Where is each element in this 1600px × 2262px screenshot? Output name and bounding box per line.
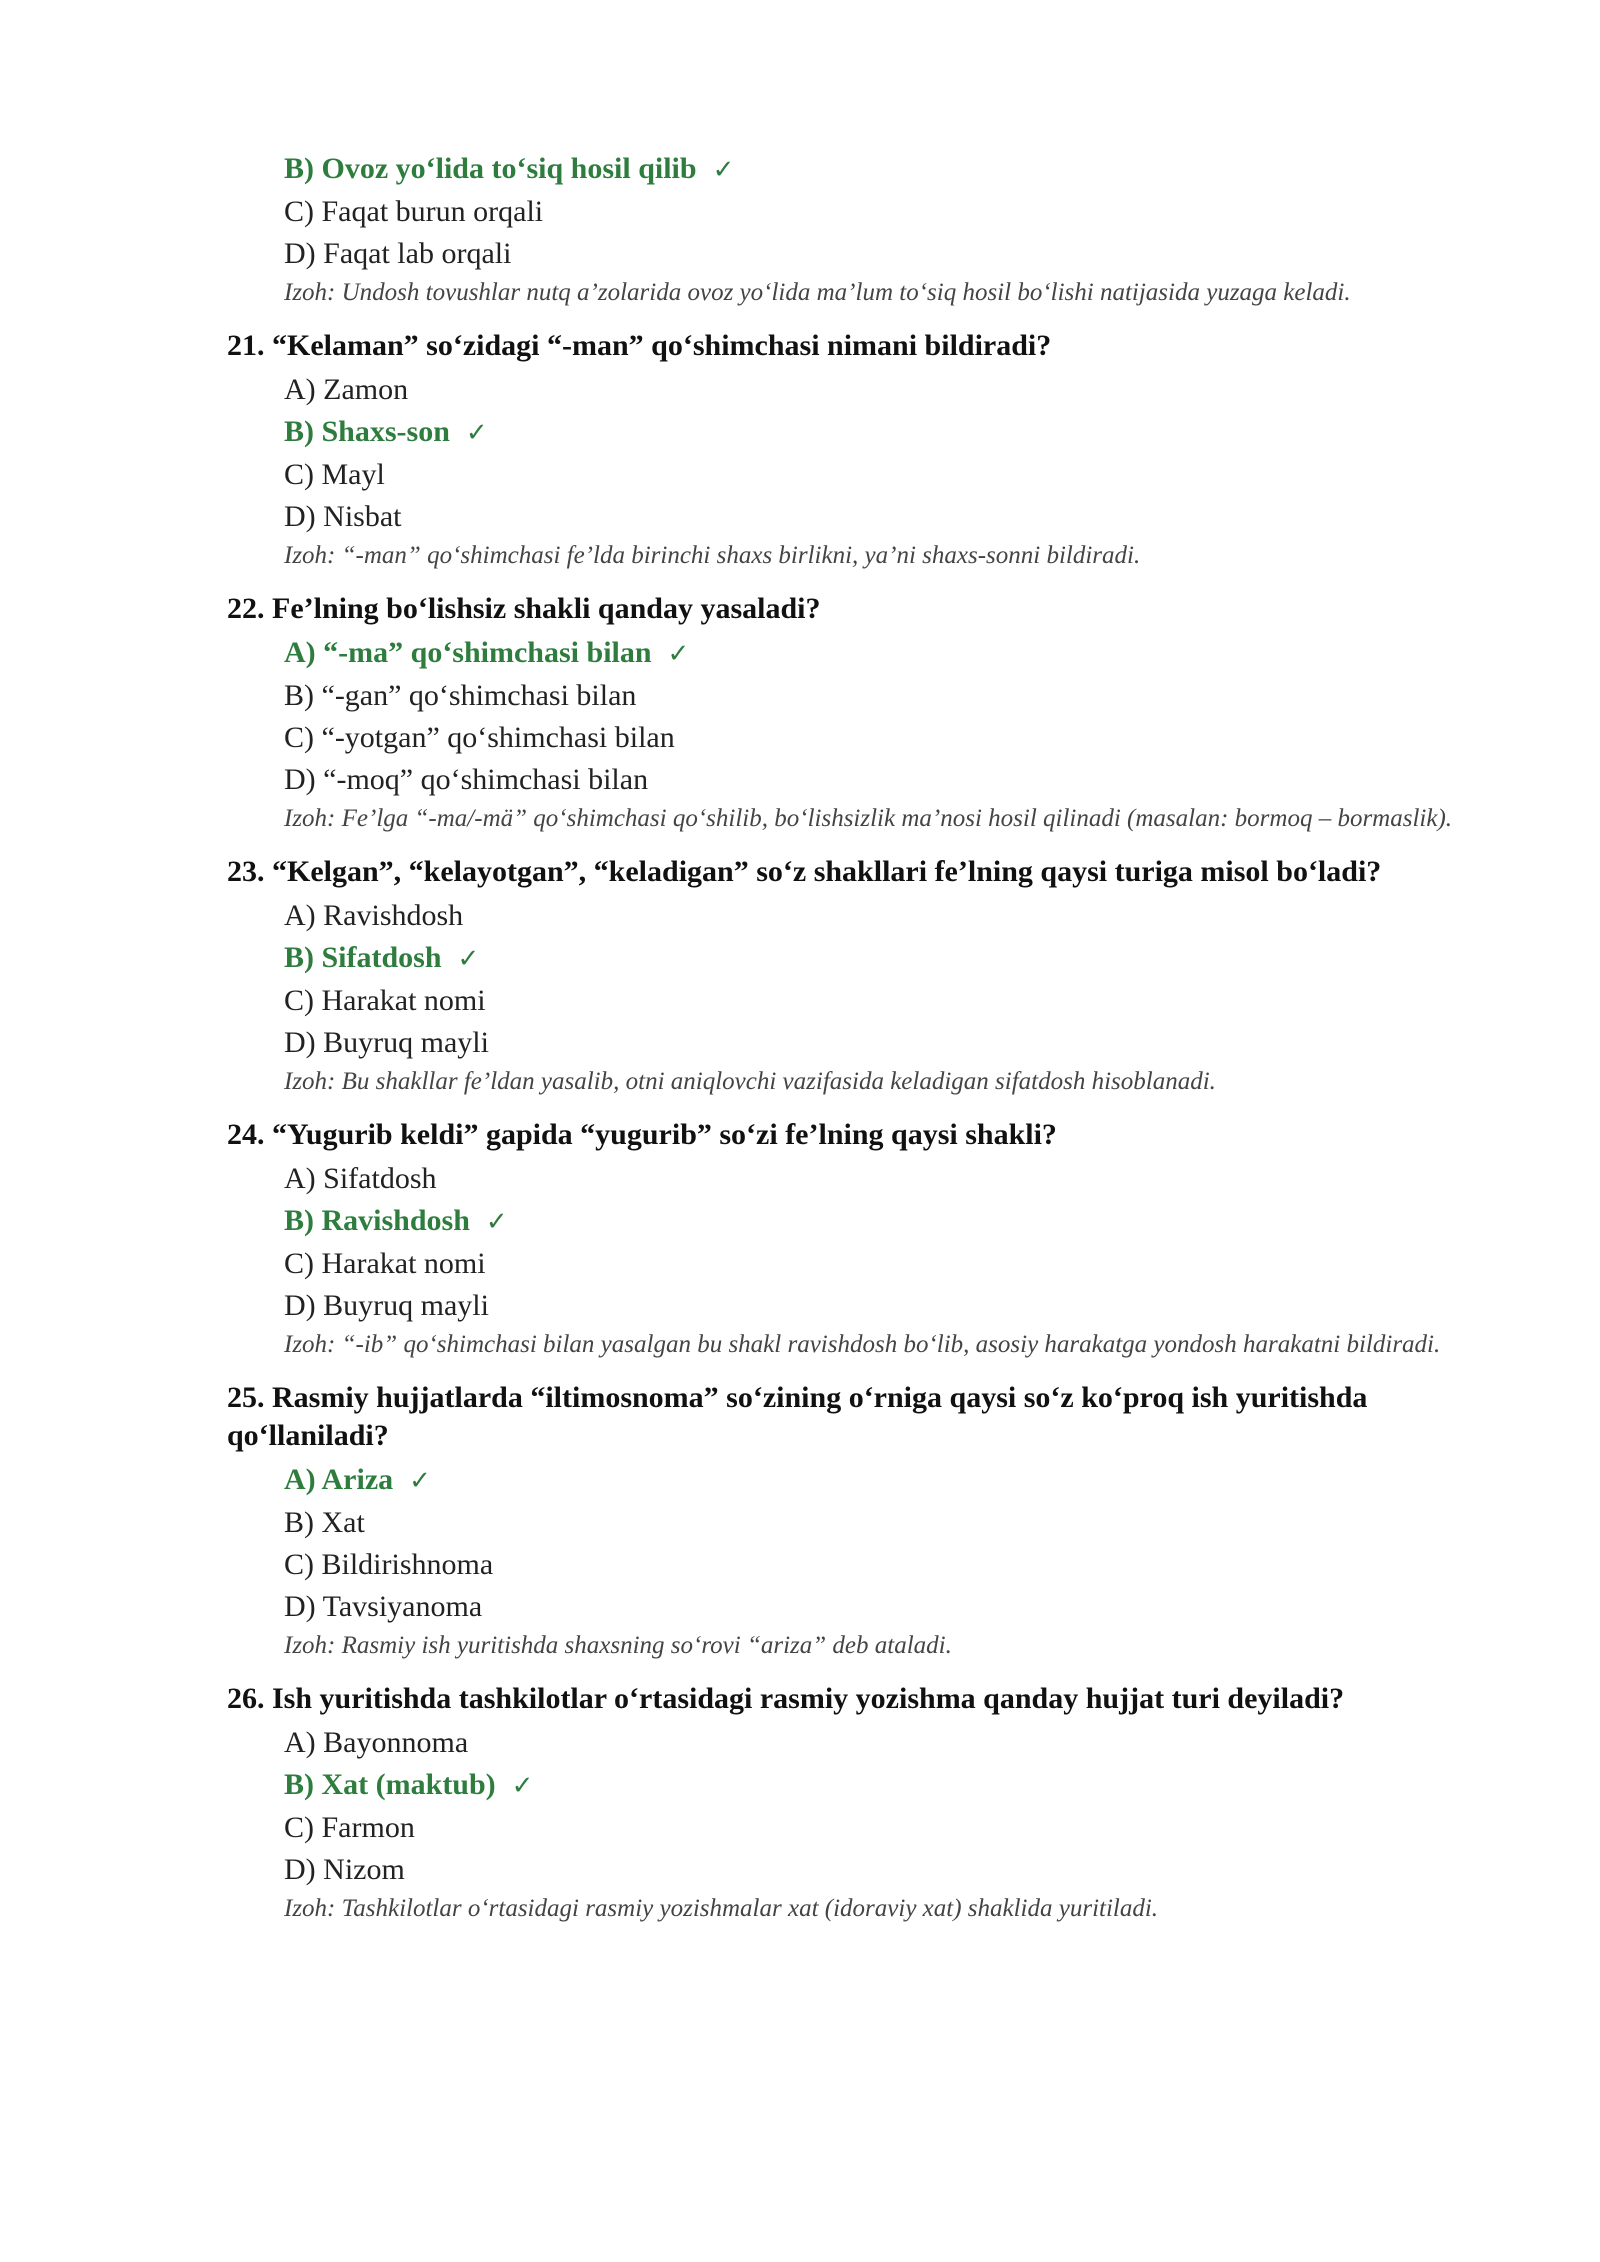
option (284, 1243, 1467, 1285)
option-text: D) Nizom (284, 1853, 405, 1886)
option-text: D) Buyruq mayli (284, 1289, 489, 1322)
option-text: D) Faqat lab orqali (284, 237, 512, 270)
option (284, 1022, 1467, 1064)
option (284, 980, 1467, 1022)
option (284, 895, 1467, 937)
option-text: C) Harakat nomi (284, 1247, 486, 1280)
option (284, 1807, 1467, 1849)
explanation-note: Izoh: Rasmiy ish yuritishda shaxsning so‘rovi “ariza” deb ataladi. (284, 1632, 952, 1659)
option (284, 496, 1467, 538)
option-correct (284, 937, 1467, 980)
option-text: D) Nisbat (284, 500, 402, 533)
check-icon: ✓ (712, 155, 735, 185)
option (284, 1544, 1467, 1586)
question-25 (227, 1379, 1467, 1662)
option (284, 717, 1467, 759)
option-text: C) Harakat nomi (284, 984, 486, 1017)
option (284, 675, 1467, 717)
question-22 (227, 590, 1467, 835)
question-title: 26. Ish yuritishda tashkilotlar o‘rtasidagi rasmiy yozishma qanday hujjat turi deyiladi? (227, 1682, 1345, 1715)
explanation-note: Izoh: “-ib” qo‘shimchasi bilan yasalgan bu shakl ravishdosh bo‘lib, asosiy harakatga yondosh harakatni bildiradi. (284, 1331, 1441, 1358)
question-title: 23. “Kelgan”, “kelayotgan”, “keladigan” so‘z shakllari fe’lning qaysi turiga misol bo‘ladi? (227, 855, 1382, 888)
question-title: 25. Rasmiy hujjatlarda “iltimosnoma” so‘zining o‘rniga qaysi so‘z ko‘proq ish yuritishda qo‘llaniladi? (227, 1381, 1368, 1452)
question-title: 22. Fe’lning bo‘lishsiz shakli qanday yasaladi? (227, 592, 821, 625)
option (284, 759, 1467, 801)
option-correct (284, 1764, 1467, 1807)
option-text: A) Sifatdosh (284, 1162, 437, 1195)
check-icon: ✓ (457, 944, 480, 974)
option (284, 369, 1467, 411)
question-21 (227, 327, 1467, 572)
option (284, 1586, 1467, 1628)
option (284, 191, 1467, 233)
option-text: B) Xat (maktub) (284, 1768, 496, 1801)
option (284, 1285, 1467, 1327)
option (284, 1849, 1467, 1891)
explanation-note: Izoh: “-man” qo‘shimchasi fe’lda birinchi shaxs birlikni, ya’ni shaxs-sonni bildiradi. (284, 542, 1141, 569)
option-text: D) Buyruq mayli (284, 1026, 489, 1059)
explanation-note: Izoh: Fe’lga “-ma/-mä” qo‘shimchasi qo‘shilib, bo‘lishsizlik ma’nosi hosil qilinadi (masalan: bormoq – bormaslik). (284, 805, 1453, 832)
question-24 (227, 1116, 1467, 1361)
check-icon: ✓ (485, 1207, 508, 1237)
option-text: B) Ovoz yo‘lida to‘siq hosil qilib (284, 152, 697, 185)
option-text: C) Faqat burun orqali (284, 195, 544, 228)
option-text: C) Farmon (284, 1811, 415, 1844)
option-text: D) “-moq” qo‘shimchasi bilan (284, 763, 649, 796)
option (284, 1502, 1467, 1544)
option-text: A) “-ma” qo‘shimchasi bilan (284, 636, 652, 669)
explanation-note: Izoh: Bu shakllar fe’ldan yasalib, otni aniqlovchi vazifasida keladigan sifatdosh hisoblanadi. (284, 1068, 1216, 1095)
question-23 (227, 853, 1467, 1098)
option-text: D) Tavsiyanoma (284, 1590, 483, 1623)
option-text: B) Ravishdosh (284, 1204, 470, 1237)
option-correct (284, 148, 1467, 191)
option-text: C) Bildirishnoma (284, 1548, 494, 1581)
options-list (284, 632, 1467, 835)
options-list (284, 1158, 1467, 1361)
options-list (284, 895, 1467, 1098)
question-title: 21. “Kelaman” so‘zidagi “-man” qo‘shimchasi nimani bildiradi? (227, 329, 1052, 362)
option-correct (284, 1200, 1467, 1243)
option-text: A) Bayonnoma (284, 1726, 469, 1759)
explanation-note: Izoh: Undosh tovushlar nutq a’zolarida ovoz yo‘lida ma’lum to‘siq hosil bo‘lishi natijasida yuzaga keladi. (284, 279, 1351, 306)
option-text: B) Sifatdosh (284, 941, 442, 974)
option-text: C) Mayl (284, 458, 385, 491)
option-text: B) Xat (284, 1506, 365, 1539)
question-26 (227, 1680, 1467, 1925)
options-list (284, 369, 1467, 572)
question-title: 24. “Yugurib keldi” gapida “yugurib” so‘zi fe’lning qaysi shakli? (227, 1118, 1057, 1151)
option-text: A) Ariza (284, 1463, 394, 1496)
option-text: B) Shaxs-son (284, 415, 450, 448)
option (284, 1722, 1467, 1764)
option (284, 233, 1467, 275)
option (284, 454, 1467, 496)
option-text: A) Zamon (284, 373, 409, 406)
option-text: B) “-gan” qo‘shimchasi bilan (284, 679, 637, 712)
check-icon: ✓ (409, 1466, 431, 1496)
option-text: C) “-yotgan” qo‘shimchasi bilan (284, 721, 675, 754)
options-list (284, 1459, 1467, 1662)
question-partial (227, 148, 1467, 309)
check-icon: ✓ (667, 639, 690, 669)
document-page (227, 148, 1467, 1943)
option-correct (284, 411, 1467, 454)
option (284, 1158, 1467, 1200)
option-correct (284, 1459, 1467, 1502)
check-icon: ✓ (465, 418, 488, 448)
options-list (284, 148, 1467, 309)
option-correct (284, 632, 1467, 675)
options-list (284, 1722, 1467, 1925)
explanation-note: Izoh: Tashkilotlar o‘rtasidagi rasmiy yozishmalar xat (idoraviy xat) shaklida yuritiladi. (284, 1895, 1159, 1922)
check-icon: ✓ (511, 1771, 534, 1801)
option-text: A) Ravishdosh (284, 899, 464, 932)
